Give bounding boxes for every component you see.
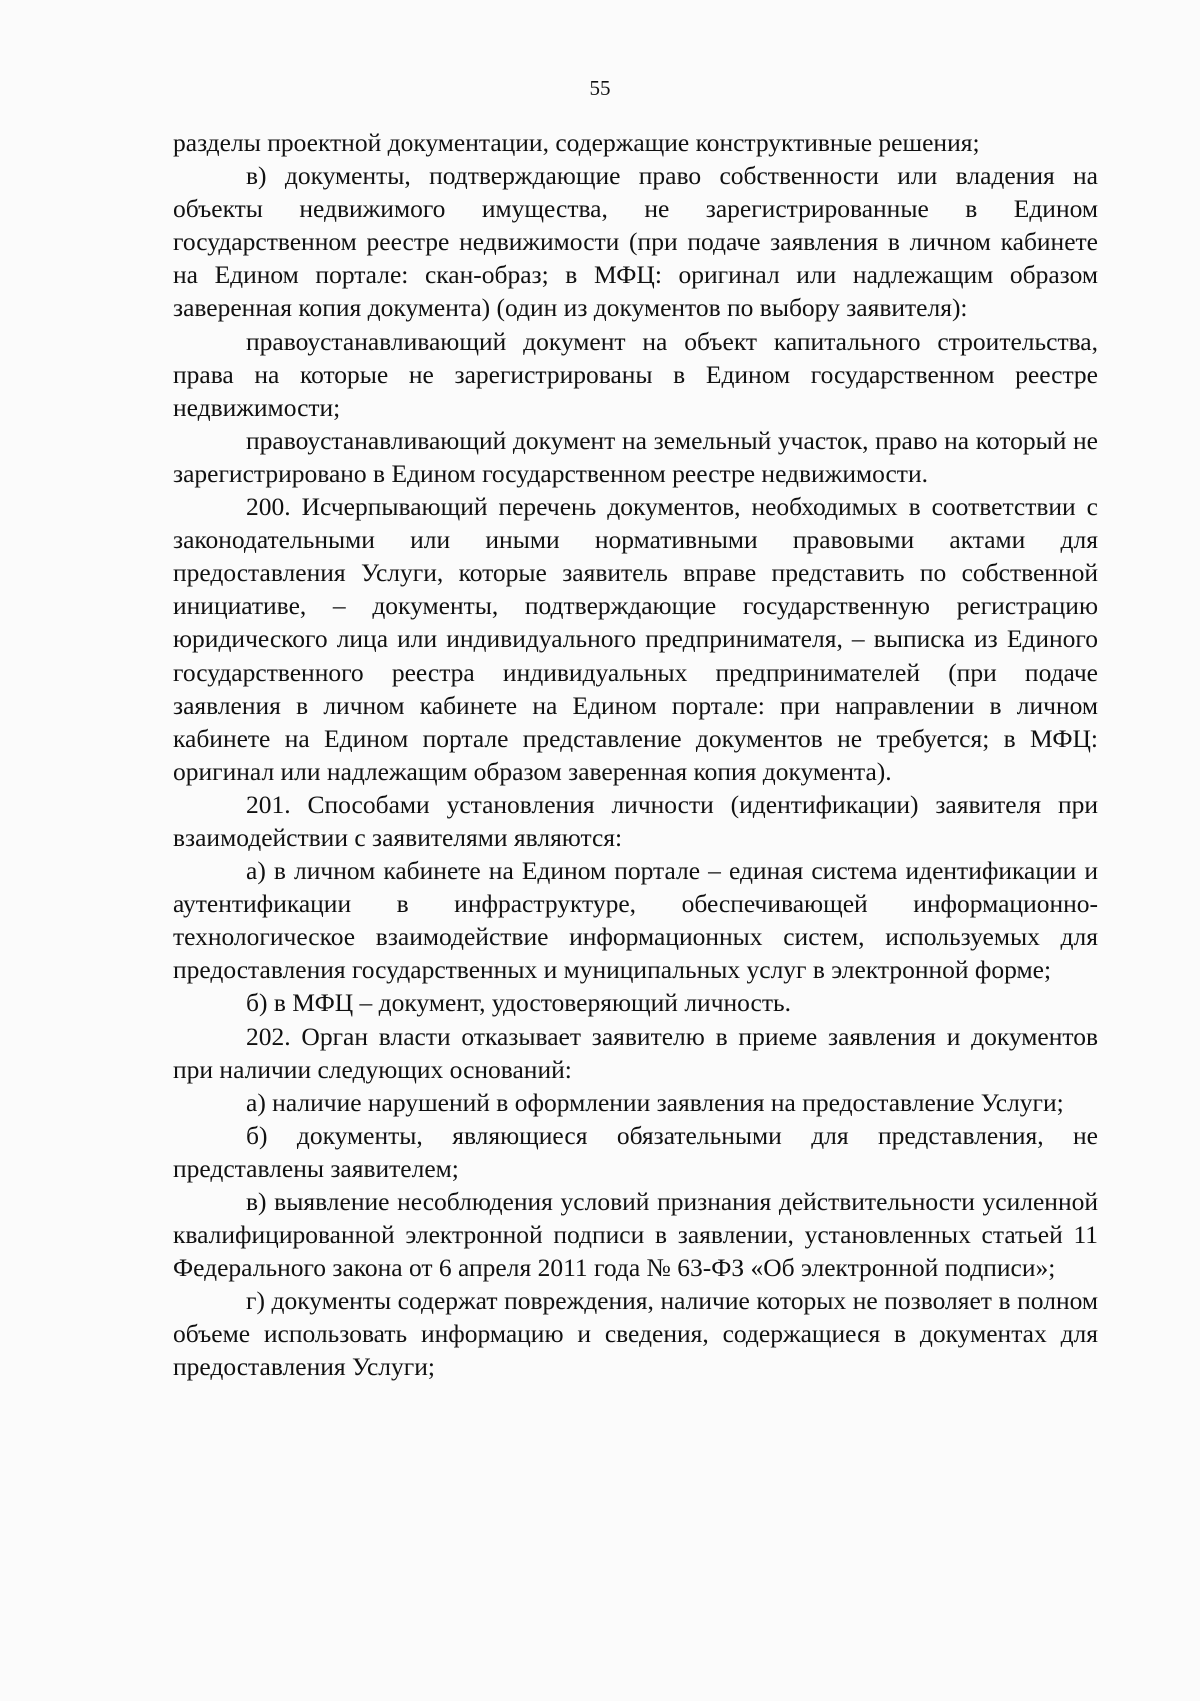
paragraph-200: 200. Исчерпывающий перечень документов, необходимых в соответствии с законодательными или иными нормативными правовыми актами для предоставления Услуги, которые заявитель вправе представить по собственной инициативе, – документы, подтверждающие государственную регистрацию юридического лица или индивидуального предпринимателя, – выписка из Единого государственного реестра индивидуальных предпринимателей (при подаче заявления в личном кабинете на Едином портале: при направлении в личном кабинете на Едином портале представление документов не требуется; в МФЦ: оригинал или надлежащим образом заверенная копия документа). <box>173 492 1098 786</box>
paragraph-201-b: б) в МФЦ – документ, удостоверяющий личность. <box>246 988 792 1018</box>
paragraph-201: 201. Способами установления личности (идентификации) заявителя при взаимодействии с заявителями являются: <box>173 789 1098 852</box>
paragraph-202: 202. Орган власти отказывает заявителю в приеме заявления и документов при наличии следующих оснований: <box>173 1021 1098 1084</box>
paragraph-202-v: в) выявление несоблюдения условий признания действительности усиленной квалифицированной электронной подписи в заявлении, установленных статьей 11 Федерального закона от 6 апреля 2011 года № 63-ФЗ «Об электронной подписи»; <box>173 1187 1098 1283</box>
document-body <box>173 126 1098 1384</box>
paragraph-capital-construction-title: правоустанавливающий документ на объект капитального строительства, права на которые не зарегистрированы в Едином государственном реестре недвижимости; <box>173 326 1098 422</box>
page-number: 55 <box>589 76 611 100</box>
paragraph-202-a: а) наличие нарушений в оформлении заявления на предоставление Услуги; <box>246 1087 1064 1117</box>
paragraph-202-b: б) документы, являющиеся обязательными для представления, не представлены заявителем; <box>173 1120 1098 1183</box>
paragraph-land-plot-title: правоустанавливающий документ на земельный участок, право на который не зарегистрировано в Едином государственном реестре недвижимости. <box>173 425 1098 488</box>
paragraph-item-v-ownership-documents: в) документы, подтверждающие право собственности или владения на объекты недвижимого имущества, не зарегистрированные в Едином государственном реестре недвижимости (при подаче заявления в личном кабинете на Едином портале: скан-образ; в МФЦ: оригинал или надлежащим образом заверенная копия документа) (один из документов по выбору заявителя): <box>173 161 1098 323</box>
paragraph-201-a: а) в личном кабинете на Едином портале – единая система идентификации и аутентификации в инфраструктуре, обеспечивающей информационно-технологическое взаимодействие информационных систем, используемых для предоставления государственных и муниципальных услуг в электронной форме; <box>173 856 1098 985</box>
paragraph-202-g: г) документы содержат повреждения, наличие которых не позволяет в полном объеме использовать информацию и сведения, содержащиеся в документах для предоставления Услуги; <box>173 1286 1098 1382</box>
paragraph-continuation: разделы проектной документации, содержащие конструктивные решения; <box>173 128 980 157</box>
